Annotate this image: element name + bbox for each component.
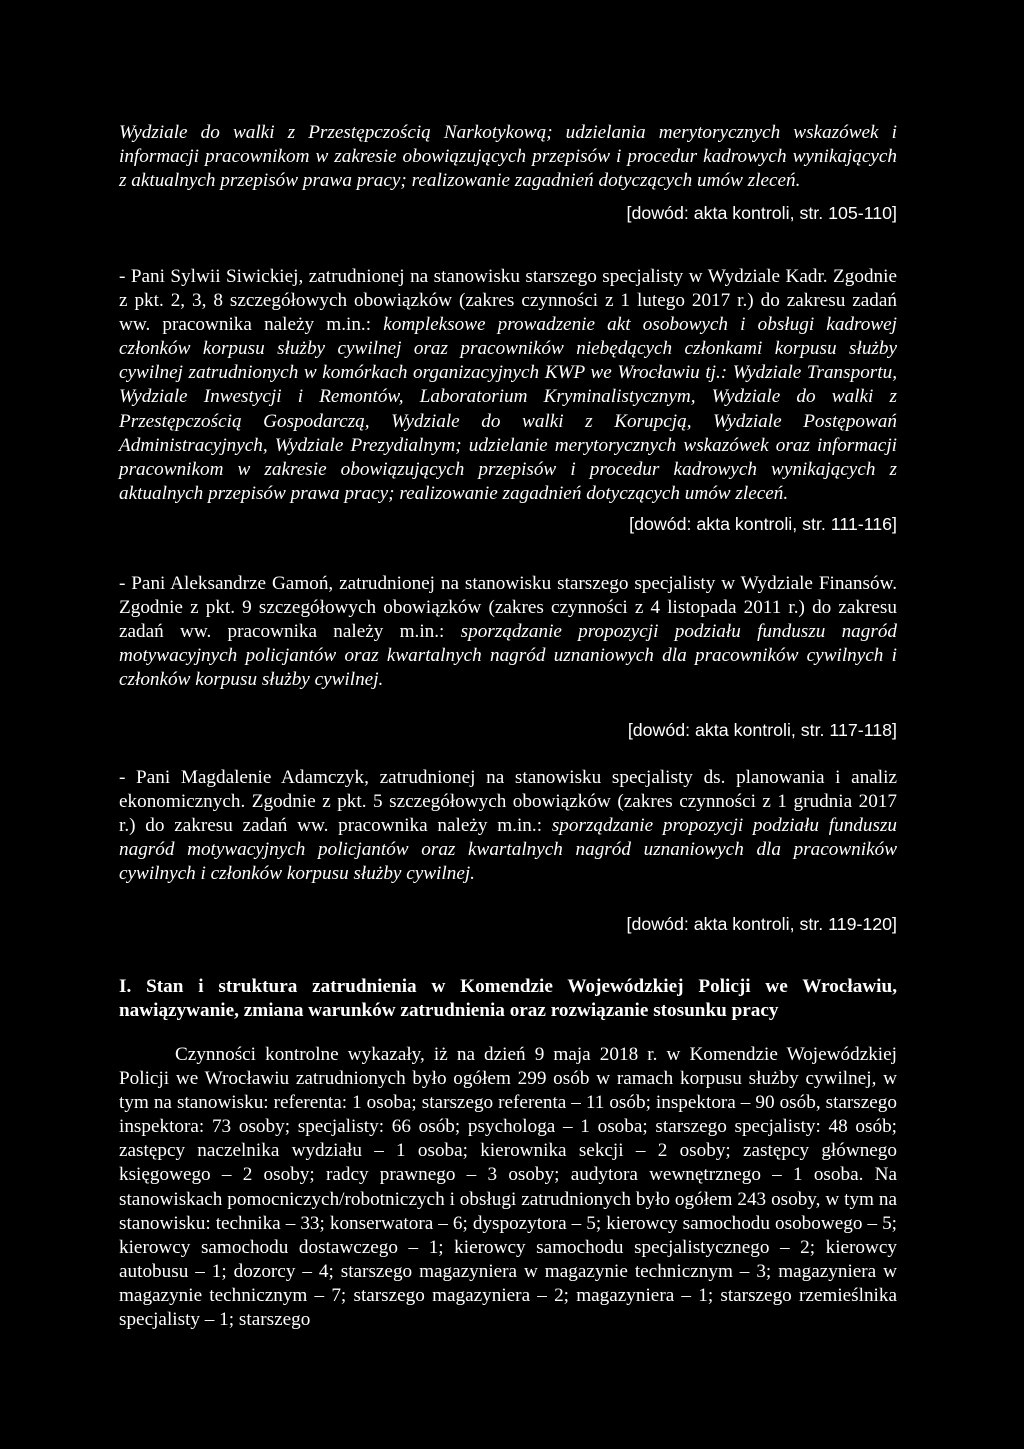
section-heading: [119, 975, 897, 1023]
section-3-text: [119, 572, 897, 692]
section-2-duties: kompleksowe prowadzenie akt osobowych i obsługi kadrowej członków korpusu służby cywilnej oraz pracowników niebędących członkami korpusu służby cywilnej zatrudnionych w komórkach organizacyjnych KWP we Wrocławiu tj.: Wydziale Transportu, Wydziale Inwestycji i Remontów, Laboratorium Kryminalistycznym, Wydziale do walki z Przestępczością Gospodarczą, Wydziale do walki z Korupcją, Wydziale Postępowań Administracyjnych, Wydziale Prezydialnym; udzielanie merytorycznych wskazówek oraz informacji pracownikom w zakresie obowiązujących przepisów i procedur kadrowych wynikających z aktualnych przepisów prawa pracy; realizowanie zagadnień dotyczących umów zleceń.: [119, 314, 898, 504]
section-4-proof: [dowód: akta kontroli, str. 119-120]: [626, 914, 897, 935]
section-2-text: [119, 265, 897, 506]
section-3: [119, 572, 897, 743]
section-4-intro: - Pani Magdalenie Adamczyk, zatrudnionej na stanowisku specjalisty ds. planowania i analiz ekonomicznych. Zgodnie z pkt. 5 szczegółowych obowiązków (zakres czynności z 1 grudnia 2017 r.) do zakresu zadań ww. pracownika należy m.in.:: [119, 767, 897, 837]
section-3-proof: [dowód: akta kontroli, str. 117-118]: [627, 720, 897, 741]
section-1: [119, 121, 897, 225]
section-2: [119, 265, 897, 536]
section-1-text: Wydziale do walki z Przestępczością Narkotykową; udzielania merytorycznych wskazówek i informacji pracownikom w zakresie obowiązujących przepisów i procedur kadrowych wynikających z aktualnych przepisów prawa pracy; realizowanie zagadnień dotyczących umów zleceń.: [119, 122, 897, 192]
section-1-proof: [dowód: akta kontroli, str. 105-110]: [626, 203, 897, 224]
section-3-intro: - Pani Aleksandrze Gamoń, zatrudnionej na stanowisku starszego specjalisty w Wydziale Finansów. Zgodnie z pkt. 9 szczegółowych obowiązków (zakres czynności z 4 listopada 2011 r.) do zakresu zadań ww. pracownika należy m.in.:: [119, 573, 897, 643]
section-4: [119, 766, 897, 937]
section-4-text: [119, 766, 897, 886]
section-2-intro: - Pani Sylwii Siwickiej, zatrudnionej na stanowisku starszego specjalisty w Wydziale Kadr. Zgodnie z pkt. 2, 3, 8 szczegółowych obowiązków (zakres czynności z 1 lutego 2017 r.) do zakresu zadań ww. pracownika należy m.in.:: [119, 266, 897, 336]
section-2-proof: [dowód: akta kontroli, str. 111-116]: [629, 513, 897, 534]
section-title: I. Stan i struktura zatrudnienia w Komendzie Wojewódzkiej Policji we Wrocławiu, nawiązywanie, zmiana warunków zatrudnienia oraz rozwiązanie stosunku pracy: [119, 976, 897, 1022]
section-4-duties: sporządzanie propozycji podziału funduszu nagród motywacyjnych policjantów oraz kwartalnych nagród uznaniowych dla pracowników cywilnych i członków korpusu służby cywilnej.: [119, 815, 898, 885]
section-3-duties: sporządzanie propozycji podziału funduszu nagród motywacyjnych policjantów oraz kwartalnych nagród uznaniowych dla pracowników cywilnych i członków korpusu służby cywilnej.: [119, 621, 898, 691]
body-paragraph: Czynności kontrolne wykazały, iż na dzień 9 maja 2018 r. w Komendzie Wojewódzkiej Policji we Wrocławiu zatrudnionych było ogółem 299 osób w ramach korpusu służby cywilnej, w tym na stanowisku: referenta: 1 osoba; starszego referenta – 11 osób; inspektora – 90 osób, starszego inspektora: 73 osoby; specjalisty: 66 osób; psychologa – 1 osoba; starszego specjalisty: 48 osób; zastępcy naczelnika wydziału – 1 osoba; kierownika sekcji – 2 osoby; zastępcy głównego księgowego – 2 osoby; radcy prawnego – 3 osoby; audytora wewnętrznego – 1 osoba. Na stanowiskach pomocniczych/robotniczych i obsługi zatrudnionych było ogółem 243 osoby, w tym na stanowisku: technika – 33; konserwatora – 6; dyspozytora – 5; kierowcy samochodu osobowego – 5; kierowcy samochodu dostawczego – 1; kierowcy samochodu specjalistycznego – 2; kierowcy autobusu – 1; dozorcy – 4; starszego magazyniera w magazynie technicznym – 3; magazyniera w magazynie technicznym – 7; starszego magazyniera – 2; magazyniera – 1; starszego rzemieślnika specjalisty – 1; starszego: [119, 1044, 897, 1331]
body-section: [119, 1043, 897, 1332]
